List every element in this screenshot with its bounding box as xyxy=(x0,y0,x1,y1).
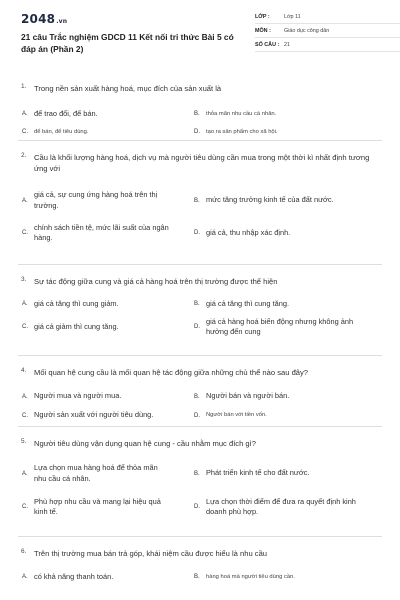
option-text: giá cả, thu nhập xác định. xyxy=(206,227,291,237)
option-text: Người bán và người bán. xyxy=(206,391,290,401)
question-head xyxy=(18,548,382,559)
question-text: Trên thị trường mua bán trả góp, khái niệm cầu được hiểu là nhu cầu xyxy=(34,549,268,558)
option-key: C. xyxy=(22,412,28,419)
question-1 xyxy=(18,71,382,141)
option-text: để bán, để tiêu dùng. xyxy=(34,128,89,135)
option-a[interactable] xyxy=(18,458,190,489)
option-a[interactable] xyxy=(18,185,190,216)
option-text: chính sách tiền tệ, mức lãi suất của ngân hàng. xyxy=(34,222,169,242)
header xyxy=(18,0,382,68)
option-grid xyxy=(18,185,382,250)
option-d[interactable] xyxy=(190,216,362,250)
option-key: B. xyxy=(194,197,200,204)
option-b[interactable] xyxy=(190,295,362,313)
option-d[interactable] xyxy=(190,489,362,525)
question-6 xyxy=(18,537,382,597)
meta-value: Giáo dục công dân xyxy=(284,27,330,34)
option-d[interactable] xyxy=(190,406,362,425)
site-logo[interactable] xyxy=(21,12,67,26)
question-3 xyxy=(18,265,382,356)
option-text: có khả năng thanh toán. xyxy=(34,571,114,581)
meta-value: Lớp 11 xyxy=(284,13,301,20)
question-number: 3. xyxy=(21,276,27,283)
question-text: Người tiêu dùng vận dụng quan hệ cung - cầu nhằm mục đích gì? xyxy=(34,439,256,448)
option-b[interactable] xyxy=(190,568,362,586)
option-key: C. xyxy=(22,230,28,236)
option-c[interactable] xyxy=(18,313,190,341)
option-text: thỏa mãn nhu cầu cá nhân. xyxy=(206,110,277,117)
option-b[interactable] xyxy=(190,105,362,123)
meta-row-subject xyxy=(255,24,400,38)
option-key: C. xyxy=(22,324,28,330)
option-text: Lựa chọn mua hàng hoá để thỏa mãn nhu cầu cá nhân. xyxy=(34,463,158,483)
meta-label: LỚP : xyxy=(255,13,270,20)
option-key: A. xyxy=(22,111,28,117)
option-a[interactable] xyxy=(18,568,190,586)
question-4 xyxy=(18,356,382,427)
option-text: tạo ra sản phẩm cho xã hội. xyxy=(206,128,278,135)
option-b[interactable] xyxy=(190,458,362,489)
question-number: 2. xyxy=(21,152,27,159)
option-text: Lựa chọn thời điểm để đưa ra quyết định kinh doanh phù hợp. xyxy=(206,496,356,516)
question-number: 4. xyxy=(21,367,27,374)
question-head xyxy=(18,438,382,449)
option-key: B. xyxy=(194,470,200,477)
option-key: A. xyxy=(22,393,28,400)
option-text: Phát triển kinh tế cho đất nước. xyxy=(206,468,310,478)
option-text: Người sản xuất với người tiêu dùng. xyxy=(34,410,154,420)
option-key: D. xyxy=(194,504,200,510)
logo-main: 2048 xyxy=(21,12,56,26)
question-text: Trong nền sản xuất hàng hoá, mục đích của sản xuất là xyxy=(34,84,222,93)
question-head xyxy=(18,83,382,94)
question-text: Mối quan hệ cung cầu là mối quan hệ tác động giữa những chủ thể nào sau đây? xyxy=(34,368,309,377)
option-key: D. xyxy=(194,230,200,236)
option-c[interactable] xyxy=(18,123,190,141)
meta-row-class xyxy=(255,10,400,24)
option-c[interactable] xyxy=(18,406,190,425)
option-text: Phù hợp nhu cầu và mang lại hiệu quả kinh tế. xyxy=(34,496,161,516)
option-a[interactable] xyxy=(18,295,190,313)
question-head xyxy=(18,276,382,287)
question-text: Cầu là khối lượng hàng hoá, dịch vụ mà người tiêu dùng cần mua trong một thời kì nhất định tương ứng với xyxy=(34,153,370,173)
option-key: A. xyxy=(22,197,28,204)
question-number: 6. xyxy=(21,548,27,555)
option-grid xyxy=(18,105,382,141)
option-text: giá cả tăng thì cung giảm. xyxy=(34,298,119,308)
meta-label: SỐ CÂU : xyxy=(255,41,280,48)
logo-ext: .vn xyxy=(56,18,68,25)
option-text: giá cả, sự cung ứng hàng hoá trên thị trường. xyxy=(34,190,158,210)
meta-table xyxy=(255,10,400,52)
option-a[interactable] xyxy=(18,105,190,123)
option-c[interactable] xyxy=(18,216,190,250)
question-head xyxy=(18,152,382,174)
option-key: D. xyxy=(194,129,200,135)
option-grid xyxy=(18,295,382,341)
option-text: để trao đổi, để bán. xyxy=(34,108,98,118)
option-key: A. xyxy=(22,301,28,307)
option-key: A. xyxy=(22,574,28,580)
question-2 xyxy=(18,141,382,265)
option-key: C. xyxy=(22,129,28,135)
option-text: hàng hoá mà người tiêu dùng cần. xyxy=(206,573,295,580)
option-c[interactable] xyxy=(18,489,190,525)
option-grid xyxy=(18,387,382,425)
question-list xyxy=(18,71,382,597)
option-key: B. xyxy=(194,393,200,400)
meta-row-count xyxy=(255,38,400,52)
option-text: giá cả tăng thì cung tăng. xyxy=(206,298,290,308)
option-key: B. xyxy=(194,111,200,117)
option-key: B. xyxy=(194,574,200,580)
question-text: Sự tác động giữa cung và giá cả hàng hoá trên thị trường được thể hiện xyxy=(34,277,278,286)
question-number: 1. xyxy=(21,83,27,90)
option-text: giá cả giảm thì cung tăng. xyxy=(34,321,119,331)
question-5 xyxy=(18,427,382,537)
option-b[interactable] xyxy=(190,185,362,216)
option-key: D. xyxy=(194,324,200,330)
option-b[interactable] xyxy=(190,387,362,406)
document-title: 21 câu Trắc nghiệm GDCD 11 Kết nối tri thức Bài 5 có đáp án (Phần 2) xyxy=(21,32,234,54)
option-text: mức tăng trưởng kinh tế của đất nước. xyxy=(206,195,334,205)
option-grid xyxy=(18,458,382,525)
option-text: Người bán với tiền vốn. xyxy=(206,412,267,419)
option-key: D. xyxy=(194,412,200,419)
question-number: 5. xyxy=(21,438,27,445)
option-key: C. xyxy=(22,504,28,510)
option-key: B. xyxy=(194,301,200,307)
question-head xyxy=(18,367,382,378)
option-d[interactable] xyxy=(190,123,362,141)
option-text: giá cả hàng hoá biến động nhưng không ảnh hưởng đến cung xyxy=(206,316,354,336)
meta-value: 21 xyxy=(284,41,290,48)
option-text: Người mua và người mua. xyxy=(34,391,122,401)
meta-label: MÔN : xyxy=(255,27,271,34)
option-key: A. xyxy=(22,470,28,477)
option-grid xyxy=(18,568,382,586)
option-a[interactable] xyxy=(18,387,190,406)
option-d[interactable] xyxy=(190,313,362,341)
